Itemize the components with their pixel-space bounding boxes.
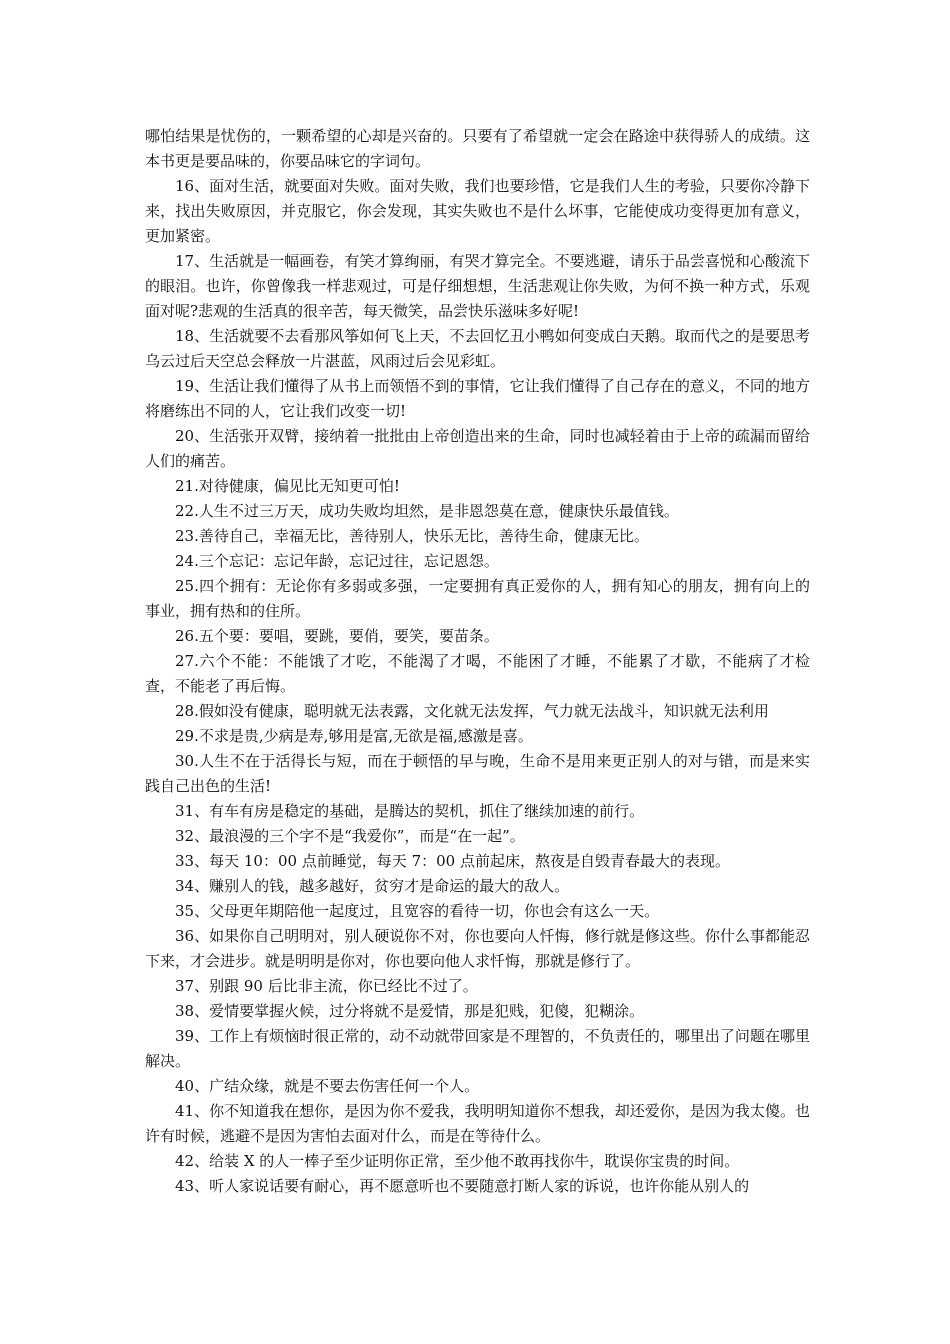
paragraph-30: 30.人生不在于活得长与短，而在于顿悟的早与晚，生命不是用来更正别人的对与错，而是来实践自己出色的生活! [145,752,810,795]
paragraph-29: 29.不求是贵,少病是寿,够用是富,无欲是福,感激是喜。 [175,727,533,745]
paragraph-37: 37、别跟 90 后比非主流，你已经比不过了。 [175,977,478,995]
paragraph-26: 26.五个要：要唱，要跳，要俏，要笑，要苗条。 [175,627,499,645]
paragraph-16: 16、面对生活，就要面对失败。面对失败，我们也要珍惜，它是我们人生的考验，只要你冷静下来，找出失败原因，并克服它，你会发现，其实失败也不是什么坏事，它能使成功变得更加有意义，更加紧密。 [145,177,810,245]
paragraph-42: 42、给装 X 的人一棒子至少证明你正常，至少他不敢再找你牛，耽误你宝贵的时间。 [175,1152,740,1170]
paragraph-34: 34、赚别人的钱，越多越好，贫穷才是命运的最大的敌人。 [175,877,570,895]
paragraph-21: 21.对待健康，偏见比无知更可怕! [175,477,400,495]
paragraph-39: 39、工作上有烦恼时很正常的，动不动就带回家是不理智的，不负责任的，哪里出了问题在哪里解决。 [145,1027,810,1070]
paragraph-33: 33、每天 10：00 点前睡觉，每天 7：00 点前起床，熬夜是自毁青春最大的表现。 [175,852,730,870]
document-page [145,124,810,1199]
paragraph-17: 17、生活就是一幅画卷，有笑才算绚丽，有哭才算完全。不要逃避，请乐于品尝喜悦和心酸流下的眼泪。也许，你曾像我一样悲观过，可是仔细想想，生活悲观让你失败，为何不换一种方式，乐观面对呢?悲观的生活真的很辛苦，每天微笑，品尝快乐滋味多好呢! [145,252,810,320]
paragraph-19: 19、生活让我们懂得了从书上而领悟不到的事情，它让我们懂得了自己存在的意义，不同的地方将磨练出不同的人，它让我们改变一切! [145,377,810,420]
paragraph-31: 31、有车有房是稳定的基础，是腾达的契机，抓住了继续加速的前行。 [175,802,645,820]
paragraph-40: 40、广结众缘，就是不要去伤害任何一个人。 [175,1077,480,1095]
paragraph-22: 22.人生不过三万天，成功失败均坦然，是非恩怨莫在意，健康快乐最值钱。 [175,502,679,520]
paragraph-36: 36、如果你自己明明对，别人硬说你不对，你也要向人忏悔，修行就是修这些。你什么事都能忍下来，才会进步。就是明明是你对，你也要向他人求忏悔，那就是修行了。 [145,927,810,970]
paragraph-28: 28.假如没有健康，聪明就无法表露，文化就无法发挥，气力就无法战斗，知识就无法利用 [175,702,769,720]
paragraph-35: 35、父母更年期陪他一起度过，且宽容的看待一切，你也会有这么一天。 [175,902,660,920]
paragraph-24: 24.三个忘记：忘记年龄，忘记过往，忘记恩怨。 [175,552,499,570]
paragraph-23: 23.善待自己，幸福无比，善待别人，快乐无比，善待生命，健康无比。 [175,527,649,545]
paragraph-18: 18、生活就要不去看那风筝如何飞上天，不去回忆丑小鸭如何变成白天鹅。取而代之的是要思考乌云过后天空总会释放一片湛蓝，风雨过后会见彩虹。 [145,327,810,370]
paragraph-38: 38、爱情要掌握火候，过分将就不是爱情，那是犯贱，犯傻，犯糊涂。 [175,1002,645,1020]
paragraph-25: 25.四个拥有：无论你有多弱或多强，一定要拥有真正爱你的人，拥有知心的朋友，拥有向上的事业，拥有热和的住所。 [145,577,810,620]
paragraph-27: 27.六个不能：不能饿了才吃，不能渴了才喝，不能困了才睡，不能累了才歇，不能病了才检查，不能老了再后悔。 [145,652,810,695]
paragraph-41: 41、你不知道我在想你，是因为你不爱我，我明明知道你不想我，却还爱你，是因为我太傻。也许有时候，逃避不是因为害怕去面对什么，而是在等待什么。 [145,1102,810,1145]
paragraph-20: 20、生活张开双臂，接纳着一批批由上帝创造出来的生命，同时也减轻着由于上帝的疏漏而留给人们的痛苦。 [145,427,810,470]
paragraph-32: 32、最浪漫的三个字不是“我爱你”，而是“在一起”。 [175,827,525,845]
paragraph-43: 43、听人家说话要有耐心，再不愿意听也不要随意打断人家的诉说，也许你能从别人的 [175,1177,750,1195]
paragraph-continued: 哪怕结果是忧伤的，一颗希望的心却是兴奋的。只要有了希望就一定会在路途中获得骄人的成绩。这本书更是要品味的，你要品味它的字词句。 [145,127,810,170]
